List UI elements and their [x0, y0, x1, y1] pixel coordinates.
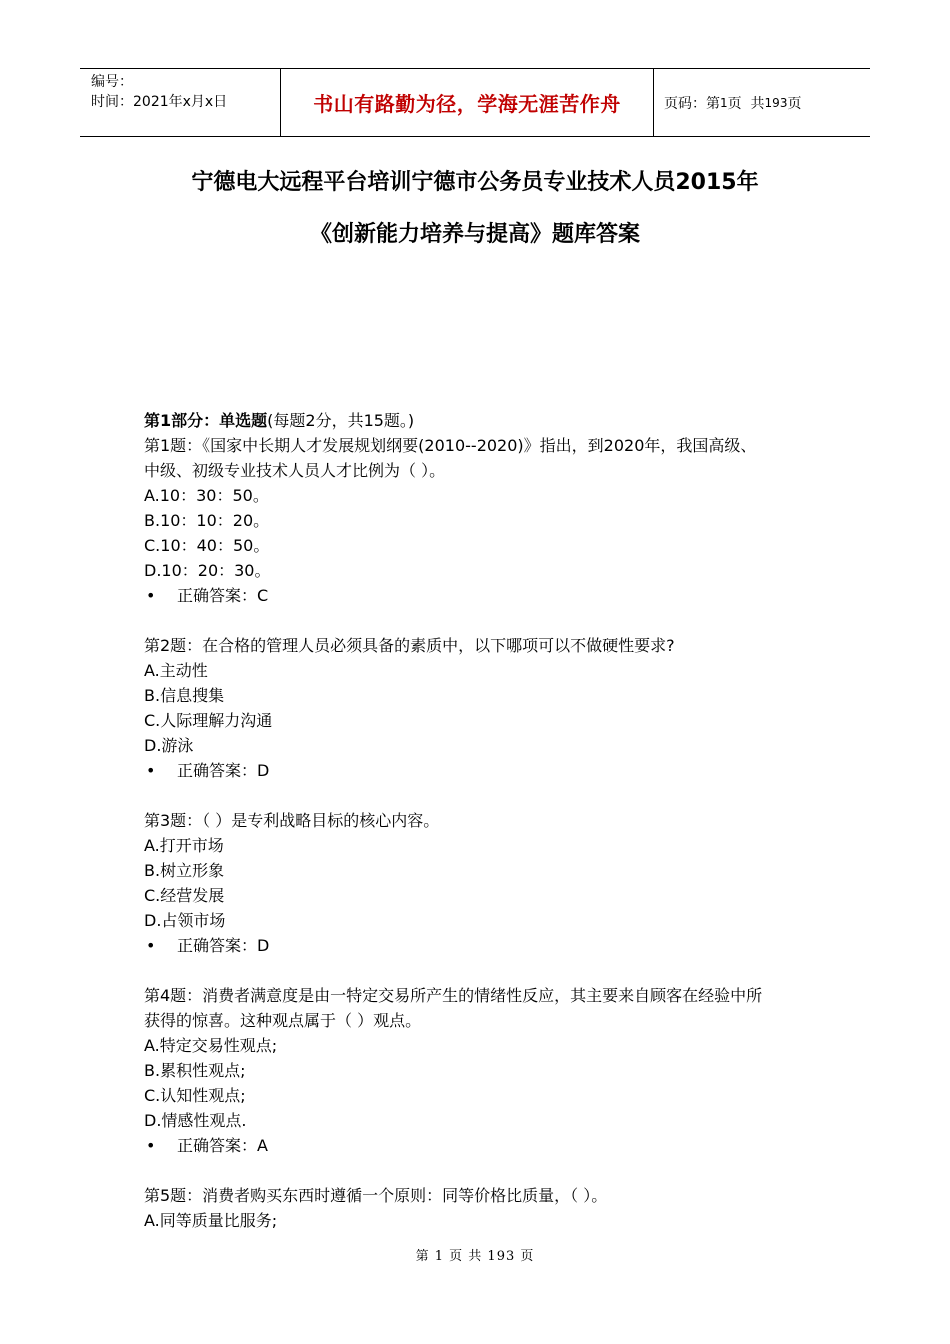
answer-option: B.信息搜集 [144, 686, 225, 705]
answer-option: B.累积性观点; [144, 1061, 246, 1080]
answer-option: A.打开市场 [144, 836, 224, 855]
answer-option: A.特定交易性观点; [144, 1036, 278, 1055]
answer-option: A.10：30：50。 [144, 486, 269, 505]
question-text-line: 第2题：在合格的管理人员必须具备的素质中，以下哪项可以不做硬性要求? [144, 636, 675, 655]
number-label: 编号： [91, 74, 133, 90]
page-mid: 页 共 [727, 95, 765, 112]
section-heading [144, 408, 824, 433]
page-footer: 第 1 页 共 193 页 [415, 1249, 535, 1264]
answer-option: D.占领市场 [144, 911, 226, 930]
correct-answer [144, 583, 824, 608]
answer-option: D.10：20：30。 [144, 561, 271, 580]
question-block [144, 633, 824, 783]
question-block [144, 1183, 824, 1233]
answer-option: C.认知性观点; [144, 1086, 246, 1105]
question-block [144, 983, 824, 1158]
page-total: 193 [764, 95, 788, 110]
header-left-cell [80, 69, 281, 136]
question-text-line: 获得的惊喜。这种观点属于（ ）观点。 [144, 1011, 422, 1030]
correct-answer-text: 正确答案：A [177, 1136, 268, 1155]
question-text-line: 中级、初级专业技术人员人才比例为（ ）。 [144, 461, 446, 480]
question-text-line: 第3题：（ ）是专利战略目标的核心内容。 [144, 811, 440, 830]
correct-answer-text: 正确答案：D [177, 936, 270, 955]
bullet-icon: • [146, 586, 156, 605]
motto-text: 书山有路勤为径，学海无涯苦作舟 [313, 92, 621, 116]
page-prefix: 页码：第 [664, 95, 720, 112]
question-block [144, 808, 824, 958]
document-title-line-2: 《创新能力培养与提高》题库答案 [309, 222, 640, 247]
question-text-line: 第5题：消费者购买东西时遵循一个原则：同等价格比质量，（ ）。 [144, 1186, 608, 1205]
question-spacer [144, 1158, 824, 1183]
section-heading-note: (每题2分，共15题。) [267, 411, 415, 430]
question-spacer [144, 608, 824, 633]
question-spacer [144, 958, 824, 983]
page-suffix: 页 [787, 95, 802, 112]
answer-option: D.情感性观点. [144, 1111, 247, 1130]
answer-option: A.同等质量比服务; [144, 1211, 278, 1230]
correct-answer [144, 1133, 824, 1158]
answer-option: C.10：40：50。 [144, 536, 270, 555]
question-content [144, 408, 824, 1233]
question-block [144, 433, 824, 608]
time-label: 时间：2021年x月x日 [91, 94, 228, 110]
answer-option: B.10：10：20。 [144, 511, 270, 530]
question-list [144, 433, 824, 1233]
section-heading-bold: 第1部分：单选题 [144, 411, 268, 430]
page-header [80, 68, 870, 137]
answer-option: B.树立形象 [144, 861, 225, 880]
answer-option: D.游泳 [144, 736, 194, 755]
answer-option: A.主动性 [144, 661, 208, 680]
correct-answer-text: 正确答案：D [177, 761, 270, 780]
header-motto-cell [281, 69, 654, 136]
bullet-icon: • [146, 936, 156, 955]
correct-answer [144, 758, 824, 783]
question-text-line: 第4题：消费者满意度是由一特定交易所产生的情绪性反应，其主要来自顾客在经验中所 [144, 986, 763, 1005]
answer-option: C.人际理解力沟通 [144, 711, 273, 730]
page-current: 1 [720, 95, 728, 110]
correct-answer-text: 正确答案：C [177, 586, 269, 605]
bullet-icon: • [146, 761, 156, 780]
document-title-line-1: 宁德电大远程平台培训宁德市公务员专业技术人员2015年 [191, 170, 759, 195]
answer-option: C.经营发展 [144, 886, 225, 905]
question-text-line: 第1题：《国家中长期人才发展规划纲要(2010--2020)》指出，到2020年，我国高级、 [144, 436, 757, 455]
header-page-cell [654, 69, 870, 136]
correct-answer [144, 933, 824, 958]
question-spacer [144, 783, 824, 808]
bullet-icon: • [146, 1136, 156, 1155]
